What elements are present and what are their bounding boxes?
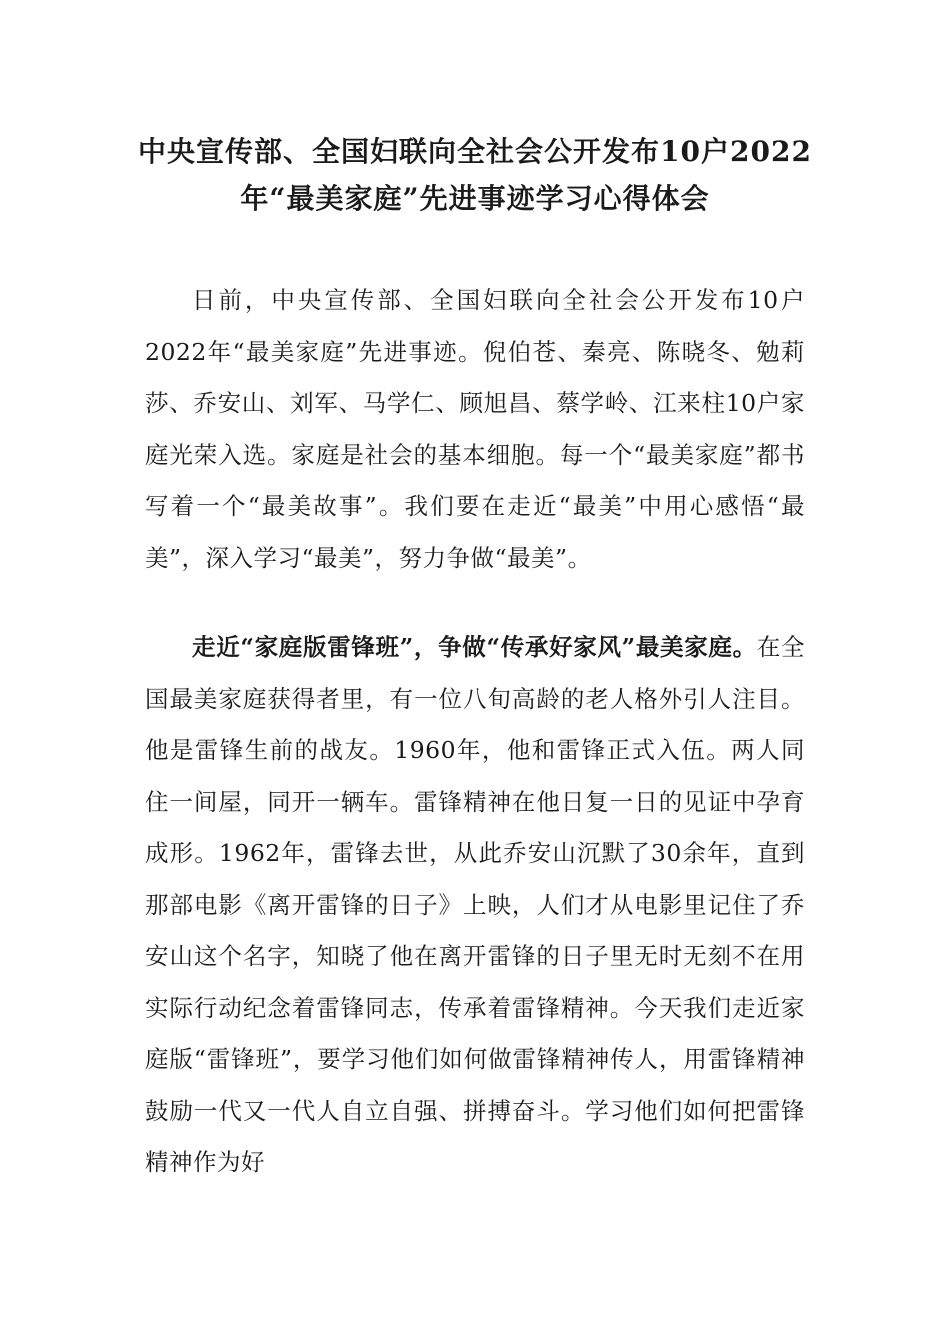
paragraph-lei-feng-text: 在全国最美家庭获得者里，有一位八旬高龄的老人格外引人注目。他是雷锋生前的战友。1960年，他和雷锋正式入伍。两人同住一间屋，同开一辆车。雷锋精神在他日复一日的见证中孕育成形。1962年，雷锋去世，从此乔安山沉默了30余年，直到那部电影《离开雷锋的日子》上映，人们才从电影里记住了乔安山这个名字，知晓了他在离开雷锋的日子里无时无刻不在用实际行动纪念着雷锋同志，传承着雷锋精神。今天我们走近家庭版“雷锋班”，要学习他们如何做雷锋精神传人，用雷锋精神鼓励一代又一代人自立自强、拼搏奋斗。学习他们如何把雷锋精神作为好 (145, 633, 806, 1176)
paragraph-intro (145, 275, 805, 584)
paragraph-lead-heading: 走近“家庭版雷锋班”，争做“传承好家风”最美家庭。 (192, 633, 757, 661)
paragraph-intro-text: 日前，中央宣传部、全国妇联向全社会公开发布10户2022年“最美家庭”先进事迹。倪伯苍、秦亮、陈晓冬、勉莉莎、乔安山、刘军、马学仁、顾旭昌、蔡学岭、江来柱10户家庭光荣入选。家庭是社会的基本细胞。每一个“最美家庭”都书写着一个“最美故事”。我们要在走近“最美”中用心感悟“最美”，深入学习“最美”，努力争做“最美”。 (145, 286, 805, 572)
title-line-1: 中央宣传部、全国妇联向全社会公开发布10户2022 (138, 135, 812, 168)
document-title (120, 128, 830, 222)
paragraph-lei-feng (145, 622, 805, 1189)
title-line-2: 年“最美家庭”先进事迹学习心得体会 (240, 182, 710, 215)
